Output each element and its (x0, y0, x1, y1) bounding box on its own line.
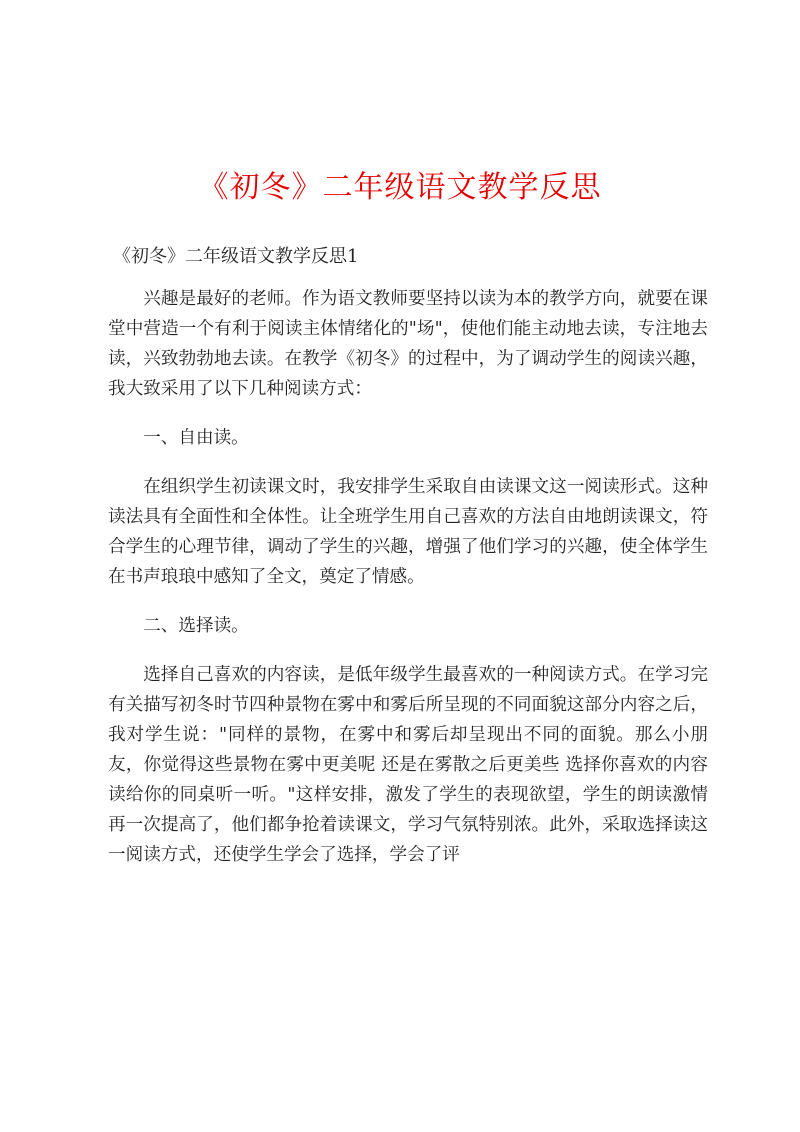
section-heading-selective-reading: 二、选择读。 (143, 616, 249, 636)
paragraph-selective-reading: 选择自己喜欢的内容读，是低年级学生最喜欢的一种阅读方式。在学习完有关描写初冬时节四种景物在雾中和雾后所呈现的不同面貌这部分内容之后，我对学生说："同样的景物，在雾中和雾后却呈现出不同的面貌。那么小朋友，你觉得这些景物在雾中更美呢 还是在雾散之后更美些 选择你喜欢的内容读给你的同桌听一听。"这样安排，激发了学生的表现欲望，学生的朗读激情再一次提高了，他们都争抢着读课文，学习气氛特别浓。此外，采取选择读这一阅读方式，还使学生学会了选择，学会了评 (108, 665, 708, 865)
section-heading-free-reading: 一、自由读。 (143, 428, 249, 448)
paragraph-free-reading: 在组织学生初读课文时，我安排学生采取自由读课文这一阅读形式。这种读法具有全面性和全体性。让全班学生用自己喜欢的方法自由地朗读课文，符合学生的心理节律，调动了学生的兴趣，增强了他们学习的兴趣，使全体学生在书声琅琅中感知了全文，奠定了情感。 (108, 477, 708, 587)
document-body (108, 284, 708, 889)
section-subtitle: 《初冬》二年级语文教学反思1 (113, 246, 359, 267)
paragraph-intro: 兴趣是最好的老师。作为语文教师要坚持以读为本的教学方向，就要在课堂中营造一个有利于阅读主体情绪化的"场"，使他们能主动地去读，专注地去读，兴致勃勃地去读。在教学《初冬》的过程中，为了调动学生的阅读兴趣，我大致采用了以下几种阅读方式： (108, 289, 708, 399)
page-title: 《初冬》二年级语文教学反思 (198, 170, 602, 205)
